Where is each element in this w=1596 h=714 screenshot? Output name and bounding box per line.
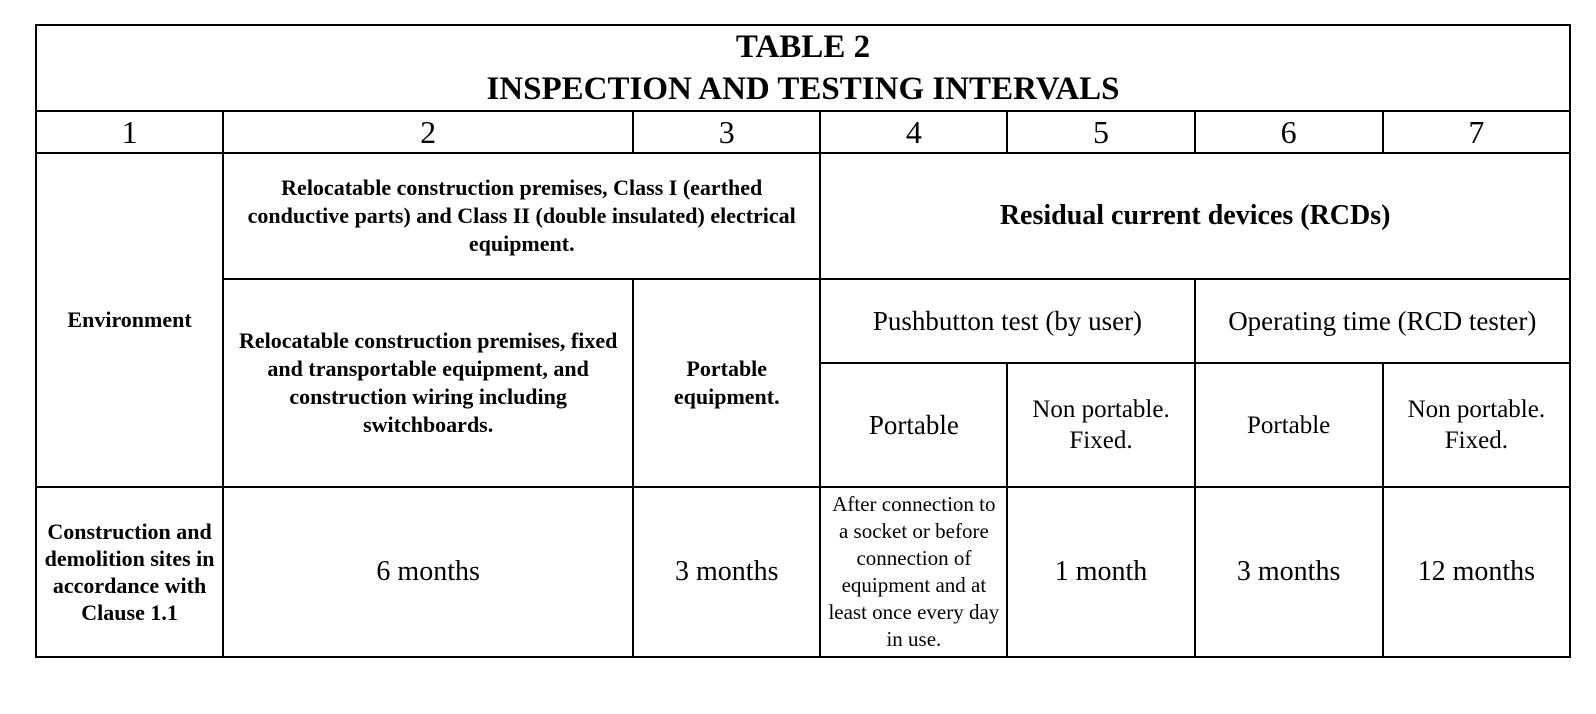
header-operating-portable: Portable: [1195, 363, 1383, 487]
column-number-3: 3: [633, 111, 820, 153]
header-portable-equipment: Portable equipment.: [633, 279, 820, 487]
header-pushbutton-nonportable-line2: Fixed.: [1069, 427, 1133, 454]
column-number-4: 4: [820, 111, 1007, 153]
header-environment: Environment: [36, 153, 223, 487]
cell-pushbutton-portable: After connection to a socket or before connection of equipment and at least once every day in use.: [820, 487, 1007, 657]
header-relocatable-fixed: Relocatable construction premises, fixed and transportable equipment, and construction wiring including switchboards.: [223, 279, 633, 487]
cell-operating-portable: 3 months: [1195, 487, 1383, 657]
cell-environment: Construction and demolition sites in accordance with Clause 1.1: [36, 487, 223, 657]
header-operating-nonportable-line2: Fixed.: [1444, 427, 1508, 454]
cell-operating-nonportable: 12 months: [1383, 487, 1570, 657]
cell-portable-equipment: 3 months: [633, 487, 820, 657]
column-number-2: 2: [223, 111, 633, 153]
table-title-line2: INSPECTION AND TESTING INTERVALS: [486, 71, 1120, 107]
cell-pushbutton-nonportable: 1 month: [1007, 487, 1194, 657]
header-pushbutton-test: Pushbutton test (by user): [820, 279, 1194, 363]
column-number-1: 1: [36, 111, 223, 153]
header-pushbutton-portable: Portable: [820, 363, 1007, 487]
header-relocatable-group: Relocatable construction premises, Class I (earthed conductive parts) and Class II (double insulated) electrical equipment.: [223, 153, 820, 279]
table-title: [36, 25, 1570, 111]
header-operating-nonportable: [1383, 363, 1570, 487]
table-title-line1: TABLE 2: [735, 29, 871, 65]
header-operating-time: Operating time (RCD tester): [1195, 279, 1570, 363]
header-pushbutton-nonportable-line1: Non portable.: [1032, 396, 1170, 423]
header-rcd-group: Residual current devices (RCDs): [820, 153, 1570, 279]
column-number-6: 6: [1195, 111, 1383, 153]
inspection-testing-table: [35, 24, 1571, 658]
column-number-7: 7: [1383, 111, 1570, 153]
table-row: [36, 487, 1570, 657]
header-pushbutton-nonportable: [1007, 363, 1194, 487]
column-number-5: 5: [1007, 111, 1194, 153]
cell-relocatable-fixed: 6 months: [223, 487, 633, 657]
header-operating-nonportable-line1: Non portable.: [1407, 396, 1546, 423]
